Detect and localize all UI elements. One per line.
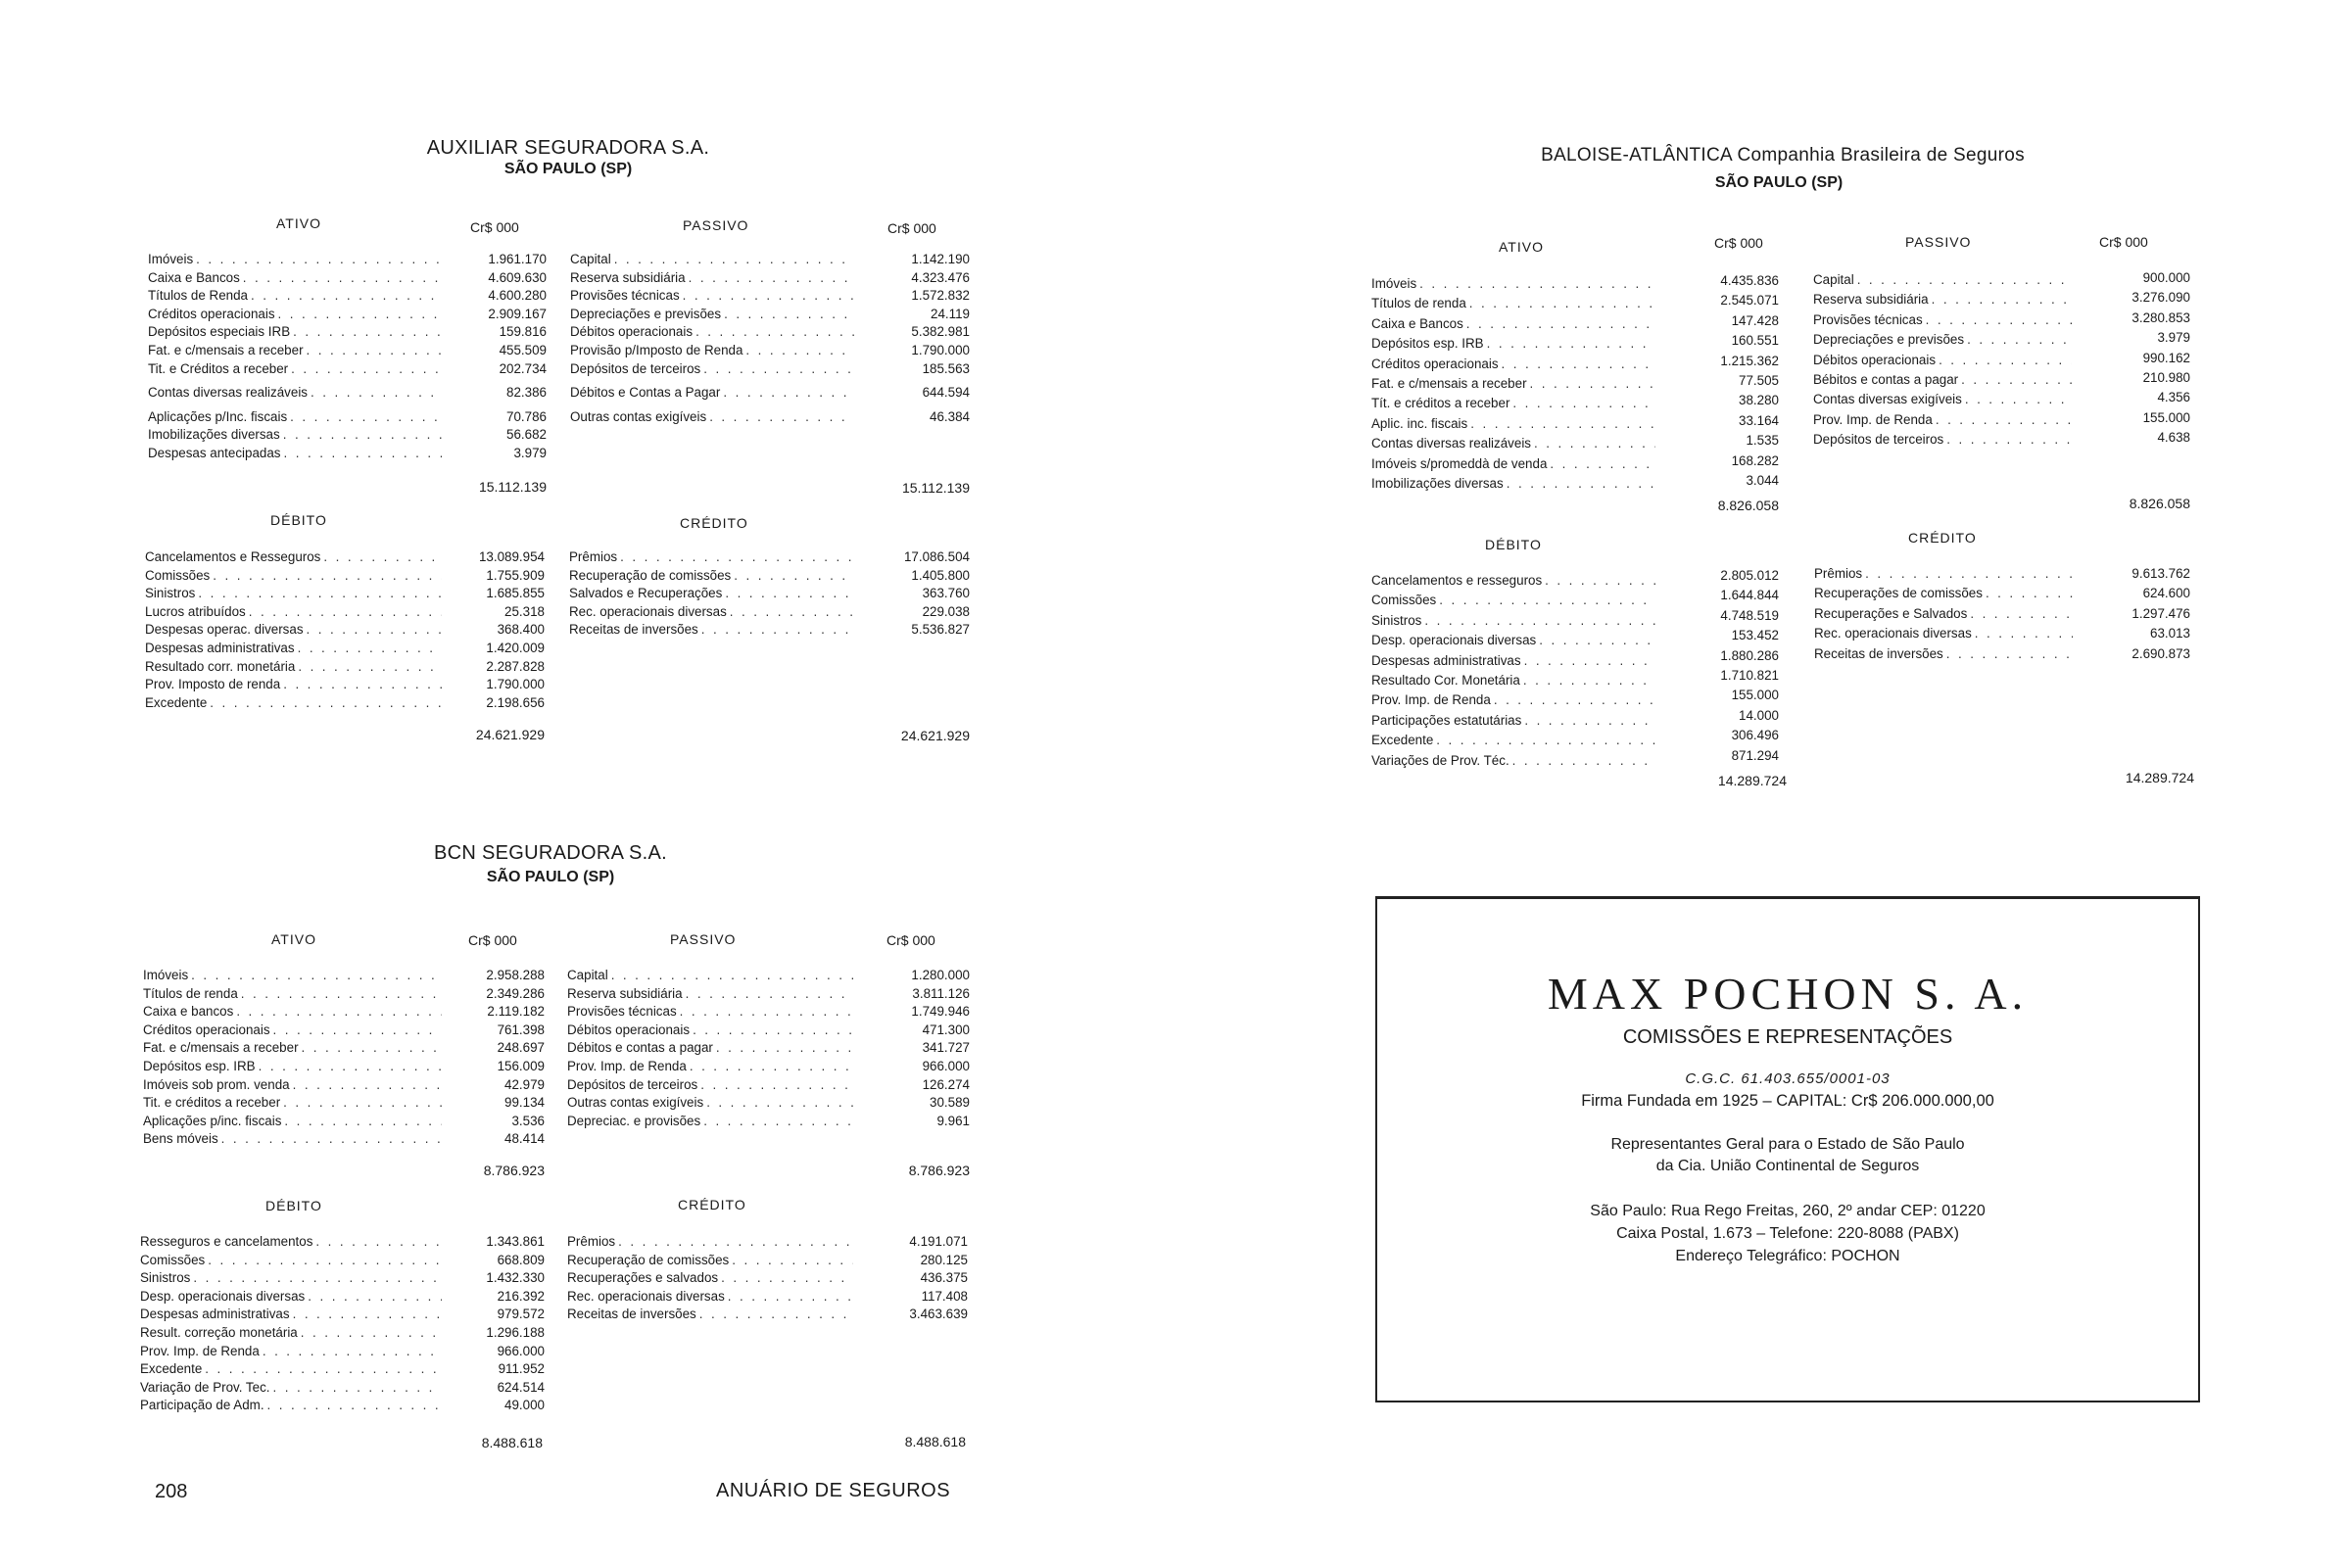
passivo-row: Débitos operacionais . . . [567, 1022, 853, 1040]
ativo-row: Caixa e Bancos . . . [1371, 314, 1655, 334]
ad-address-line2: Caixa Postal, 1.673 – Telefone: 220-8088 (PABX) [1616, 1225, 1959, 1242]
debito-row: Excedente . . . [140, 1360, 442, 1379]
passivo-row: Provisão p/Imposto de Renda . . . [570, 342, 854, 360]
debito-row: Participação de Adm. . . . [140, 1397, 442, 1415]
ativo-row: Depósitos esp. IRB . . . [143, 1058, 442, 1076]
debito-values: 1.343.861 668.809 1.432.330 216.392 979.572 1.296.188 966.000 911.952 624.514 49.000 [486, 1234, 545, 1413]
passivo-row: Depreciac. e provisões . . . [567, 1113, 853, 1131]
unit-label: Cr$ 000 [1714, 235, 1763, 251]
ativo-total: 8.826.058 [1717, 498, 1779, 513]
passivo-row: Depósitos de terceiros . . . [567, 1076, 853, 1095]
debito-header: DÉBITO [265, 1198, 322, 1213]
credito-row: Receitas de inversões . . . [567, 1306, 853, 1324]
unit-label: Cr$ 000 [470, 219, 519, 235]
debito-row: Desp. operacionais diversas . . . [140, 1288, 442, 1307]
ativo-row: Aplic. inc. fiscais . . . [1371, 414, 1655, 434]
credito-row: Salvados e Recuperações . . . [569, 585, 853, 603]
ativo-header: ATIVO [271, 931, 316, 947]
passivo-row: Depósitos de terceiros . . . [570, 360, 854, 379]
passivo-row: Bébitos e contas a pagar . . . [1813, 370, 2072, 390]
company-title-bold: BALOISE-ATLÂNTICA [1541, 145, 1732, 166]
ativo-row: Contas diversas realizáveis . . . [148, 384, 442, 403]
credito-header: CRÉDITO [680, 515, 748, 531]
ativo-row: Imóveis . . . [148, 251, 442, 269]
debito-row: Cancelamentos e resseguros . . . [1371, 571, 1655, 591]
ativo-row: Bens móveis . . . [143, 1130, 442, 1149]
ativo-row: Créditos operacionais . . . [1371, 355, 1655, 374]
ativo-row: Depósitos esp. IRB . . . [1371, 334, 1655, 354]
ativo-row: Fat. e c/mensais a receber . . . [1371, 374, 1655, 394]
debito-total: 8.488.618 [481, 1435, 543, 1450]
debito-row: Sinistros . . . [1371, 611, 1655, 631]
ativo-row: Imóveis . . . [1371, 274, 1655, 294]
debito-header: DÉBITO [1485, 537, 1542, 552]
passivo-total: 15.112.139 [901, 480, 970, 496]
company-title: AUXILIAR SEGURADORA S.A. [426, 137, 710, 159]
passivo-total: 8.786.923 [908, 1163, 970, 1178]
company-title-rest: Companhia Brasileira de Seguros [1737, 145, 2025, 166]
ativo-labels [148, 251, 442, 463]
ativo-row: Imóveis . . . [143, 967, 442, 985]
passivo-row: Depósitos de terceiros . . . [1813, 430, 2072, 450]
ativo-row: Títulos de renda . . . [1371, 294, 1655, 313]
passivo-values: 1.142.190 4.323.476 1.572.832 24.119 5.382.981 1.790.000 185.563 644.594 46.384 [911, 252, 970, 424]
credito-row: Recuperações e Salvados . . . [1814, 604, 2073, 624]
passivo-total: 8.826.058 [2129, 496, 2190, 511]
ativo-row: Créditos operacionais . . . [148, 306, 442, 324]
credito-row: Prêmios . . . [569, 548, 853, 567]
ativo-row: Imobilizações diversas . . . [1371, 474, 1655, 494]
ativo-row: Contas diversas realizáveis . . . [1371, 434, 1655, 453]
credito-row: Recuperações e salvados . . . [567, 1269, 853, 1288]
passivo-row: Prov. Imp. de Renda . . . [567, 1058, 853, 1076]
debito-row: Comissões . . . [1371, 591, 1655, 610]
debito-row: Comissões . . . [140, 1252, 442, 1270]
passivo-row: Prov. Imp. de Renda . . . [1813, 410, 2072, 430]
passivo-labels [570, 251, 854, 426]
passivo-row: Outras contas exigíveis . . . [570, 408, 854, 427]
ativo-row: Tit. e Créditos a receber . . . [148, 360, 442, 379]
passivo-row: Débitos operacionais . . . [1813, 351, 2072, 370]
ativo-labels [143, 967, 442, 1149]
ad-rep-line2: da Cia. União Continental de Seguros [1655, 1158, 1920, 1174]
debito-values: 2.805.012 1.644.844 4.748.519 153.452 1.880.286 1.710.821 155.000 14.000 306.496 871.294 [1720, 568, 1779, 763]
publication-title: ANUÁRIO DE SEGUROS [716, 1480, 951, 1501]
company-title [1469, 145, 2096, 166]
credito-total: 24.621.929 [900, 728, 970, 743]
passivo-row: Provisões técnicas . . . [1813, 310, 2072, 330]
company-city: SÃO PAULO (SP) [486, 869, 615, 885]
debito-row: Sinistros . . . [140, 1269, 442, 1288]
passivo-header: PASSIVO [1905, 234, 1972, 250]
ativo-row: Tit. e créditos a receber . . . [143, 1094, 442, 1113]
ad-address-line3: Endereço Telegráfico: POCHON [1675, 1248, 1900, 1264]
debito-row: Cancelamentos e Resseguros . . . [145, 548, 442, 567]
credito-row: Prêmios . . . [1814, 564, 2073, 584]
ativo-row: Créditos operacionais . . . [143, 1022, 442, 1040]
passivo-labels [1813, 270, 2072, 451]
debito-row: Result. correção monetária . . . [140, 1324, 442, 1343]
unit-label: Cr$ 000 [2099, 234, 2148, 250]
credito-values: 9.613.762 624.600 1.297.476 63.013 2.690.873 [2131, 566, 2190, 661]
debito-labels [1371, 571, 1655, 771]
debito-row: Despesas administrativas . . . [140, 1306, 442, 1324]
unit-label: Cr$ 000 [886, 932, 935, 948]
ativo-row: Caixa e bancos . . . [143, 1003, 442, 1022]
debito-row: Resultado Cor. Monetária . . . [1371, 671, 1655, 690]
ad-company-name: MAX POCHON S. A. [1547, 969, 2029, 1019]
passivo-row: Provisões técnicas . . . [570, 287, 854, 306]
ativo-row: Depósitos especiais IRB . . . [148, 323, 442, 342]
ativo-row: Títulos de renda . . . [143, 985, 442, 1004]
ativo-total: 8.786.923 [483, 1163, 545, 1178]
ativo-total: 15.112.139 [478, 479, 547, 495]
passivo-values: 900.000 3.276.090 3.280.853 3.979 990.162 210.980 4.356 155.000 4.638 [2131, 270, 2190, 446]
ativo-row: Fat. e c/mensais a receber . . . [148, 342, 442, 360]
credito-row: Receitas de inversões . . . [1814, 644, 2073, 664]
passivo-header: PASSIVO [670, 931, 737, 947]
debito-row: Desp. operacionais diversas . . . [1371, 631, 1655, 650]
ativo-header: ATIVO [276, 215, 321, 231]
ativo-row: Aplicações p/Inc. fiscais . . . [148, 408, 442, 427]
passivo-row: Capital . . . [567, 967, 853, 985]
ativo-header: ATIVO [1499, 239, 1544, 255]
passivo-row: Reserva subsidiária . . . [567, 985, 853, 1004]
page-number: 208 [155, 1481, 188, 1502]
ativo-row: Caixa e Bancos . . . [148, 269, 442, 288]
ad-cgc: C.G.C. 61.403.655/0001-03 [1685, 1070, 1891, 1087]
passivo-row: Contas diversas exigíveis . . . [1813, 390, 2072, 409]
passivo-row: Capital . . . [1813, 270, 2072, 290]
credito-row: Receitas de inversões . . . [569, 621, 853, 640]
debito-total: 24.621.929 [475, 727, 545, 742]
debito-row: Despesas operac. diversas . . . [145, 621, 442, 640]
debito-row: Resultado corr. monetária . . . [145, 658, 442, 677]
credito-row: Recuperação de comissões . . . [569, 567, 853, 586]
ad-founded: Firma Fundada em 1925 – CAPITAL: Cr$ 206.000.000,00 [1581, 1092, 1994, 1110]
debito-row: Participações estatutárias . . . [1371, 711, 1655, 731]
debito-row: Prov. Imposto de renda . . . [145, 676, 442, 694]
ad-subtitle: COMISSÕES E REPRESENTAÇÕES [1622, 1026, 1953, 1048]
unit-label: Cr$ 000 [887, 220, 936, 236]
passivo-row: Provisões técnicas . . . [567, 1003, 853, 1022]
credito-row: Prêmios . . . [567, 1233, 853, 1252]
credito-header: CRÉDITO [678, 1197, 746, 1212]
debito-values: 13.089.954 1.755.909 1.685.855 25.318 368.400 1.420.009 2.287.828 1.790.000 2.198.656 [478, 549, 545, 710]
debito-row: Sinistros . . . [145, 585, 442, 603]
passivo-row: Depreciações e previsões . . . [570, 306, 854, 324]
debito-row: Despesas administrativas . . . [1371, 651, 1655, 671]
credito-row: Rec. operacionais diversas . . . [569, 603, 853, 622]
company-title: BCN SEGURADORA S.A. [434, 842, 667, 864]
debito-labels [145, 548, 442, 712]
debito-row: Variação de Prov. Tec. . . . [140, 1379, 442, 1398]
ativo-row: Imóveis sob prom. venda . . . [143, 1076, 442, 1095]
unit-label: Cr$ 000 [468, 932, 517, 948]
passivo-header: PASSIVO [683, 217, 749, 233]
ativo-values: 2.958.288 2.349.286 2.119.182 761.398 248.697 156.009 42.979 99.134 3.536 48.414 [486, 968, 545, 1147]
credito-labels [569, 548, 853, 640]
ativo-labels [1371, 274, 1655, 494]
debito-row: Despesas administrativas . . . [145, 640, 442, 658]
passivo-row: Capital . . . [570, 251, 854, 269]
credito-header: CRÉDITO [1908, 530, 1977, 546]
debito-row: Prov. Imp. de Renda . . . [140, 1343, 442, 1361]
debito-header: DÉBITO [270, 512, 327, 528]
credito-labels [1814, 564, 2073, 664]
company-city: SÃO PAULO (SP) [503, 161, 633, 177]
debito-row: Prov. Imp. de Renda . . . [1371, 690, 1655, 710]
debito-row: Lucros atribuídos . . . [145, 603, 442, 622]
ativo-row: Tít. e créditos a receber . . . [1371, 394, 1655, 413]
company-city: SÃO PAULO (SP) [1714, 174, 1844, 191]
passivo-row: Reserva subsidiária . . . [1813, 290, 2072, 309]
ativo-values: 1.961.170 4.609.630 4.600.280 2.909.167 159.816 455.509 202.734 82.386 70.786 56.682 3.979 [488, 252, 547, 460]
debito-total: 14.289.724 [1717, 773, 1787, 788]
passivo-row: Débitos e contas a pagar . . . [567, 1039, 853, 1058]
debito-row: Comissões . . . [145, 567, 442, 586]
credito-total: 14.289.724 [2125, 770, 2194, 785]
credito-labels [567, 1233, 853, 1324]
credito-values: 17.086.504 1.405.800 363.760 229.038 5.536.827 [903, 549, 970, 638]
debito-row: Resseguros e cancelamentos . . . [140, 1233, 442, 1252]
ad-rep-line1: Representantes Geral para o Estado de São Paulo [1610, 1136, 1965, 1153]
ad-address-line1: São Paulo: Rua Rego Freitas, 260, 2º andar CEP: 01220 [1590, 1203, 1986, 1219]
ativo-row: Aplicações p/inc. fiscais . . . [143, 1113, 442, 1131]
credito-row: Rec. operacionais diversas . . . [567, 1288, 853, 1307]
passivo-row: Débitos operacionais . . . [570, 323, 854, 342]
advertisement-box [1375, 896, 2200, 1402]
ativo-values: 4.435.836 2.545.071 147.428 160.551 1.215.362 77.505 38.280 33.164 1.535 168.282 3.044 [1720, 273, 1779, 489]
debito-row: Excedente . . . [145, 694, 442, 713]
debito-labels [140, 1233, 442, 1415]
ativo-row: Títulos de Renda . . . [148, 287, 442, 306]
ativo-row: Fat. e c/mensais a receber . . . [143, 1039, 442, 1058]
passivo-row: Outras contas exigíveis . . . [567, 1094, 853, 1113]
passivo-values: 1.280.000 3.811.126 1.749.946 471.300 341.727 966.000 126.274 30.589 9.961 [911, 968, 970, 1128]
debito-row: Excedente . . . [1371, 731, 1655, 750]
credito-values: 4.191.071 280.125 436.375 117.408 3.463.639 [909, 1234, 968, 1322]
passivo-labels [567, 967, 853, 1130]
credito-row: Recuperações de comissões . . . [1814, 584, 2073, 603]
passivo-row: Depreciações e previsões . . . [1813, 330, 2072, 350]
ativo-row: Imóveis s/promeddà de venda . . . [1371, 454, 1655, 474]
passivo-row: Reserva subsidiária . . . [570, 269, 854, 288]
ativo-row: Imobilizações diversas . . . [148, 426, 442, 445]
ativo-row: Despesas antecipadas . . . [148, 445, 442, 463]
passivo-row: Débitos e Contas a Pagar . . . [570, 384, 854, 403]
credito-row: Recuperação de comissões . . . [567, 1252, 853, 1270]
debito-row: Variações de Prov. Téc. . . . [1371, 751, 1655, 771]
credito-total: 8.488.618 [904, 1434, 966, 1449]
credito-row: Rec. operacionais diversas . . . [1814, 624, 2073, 643]
